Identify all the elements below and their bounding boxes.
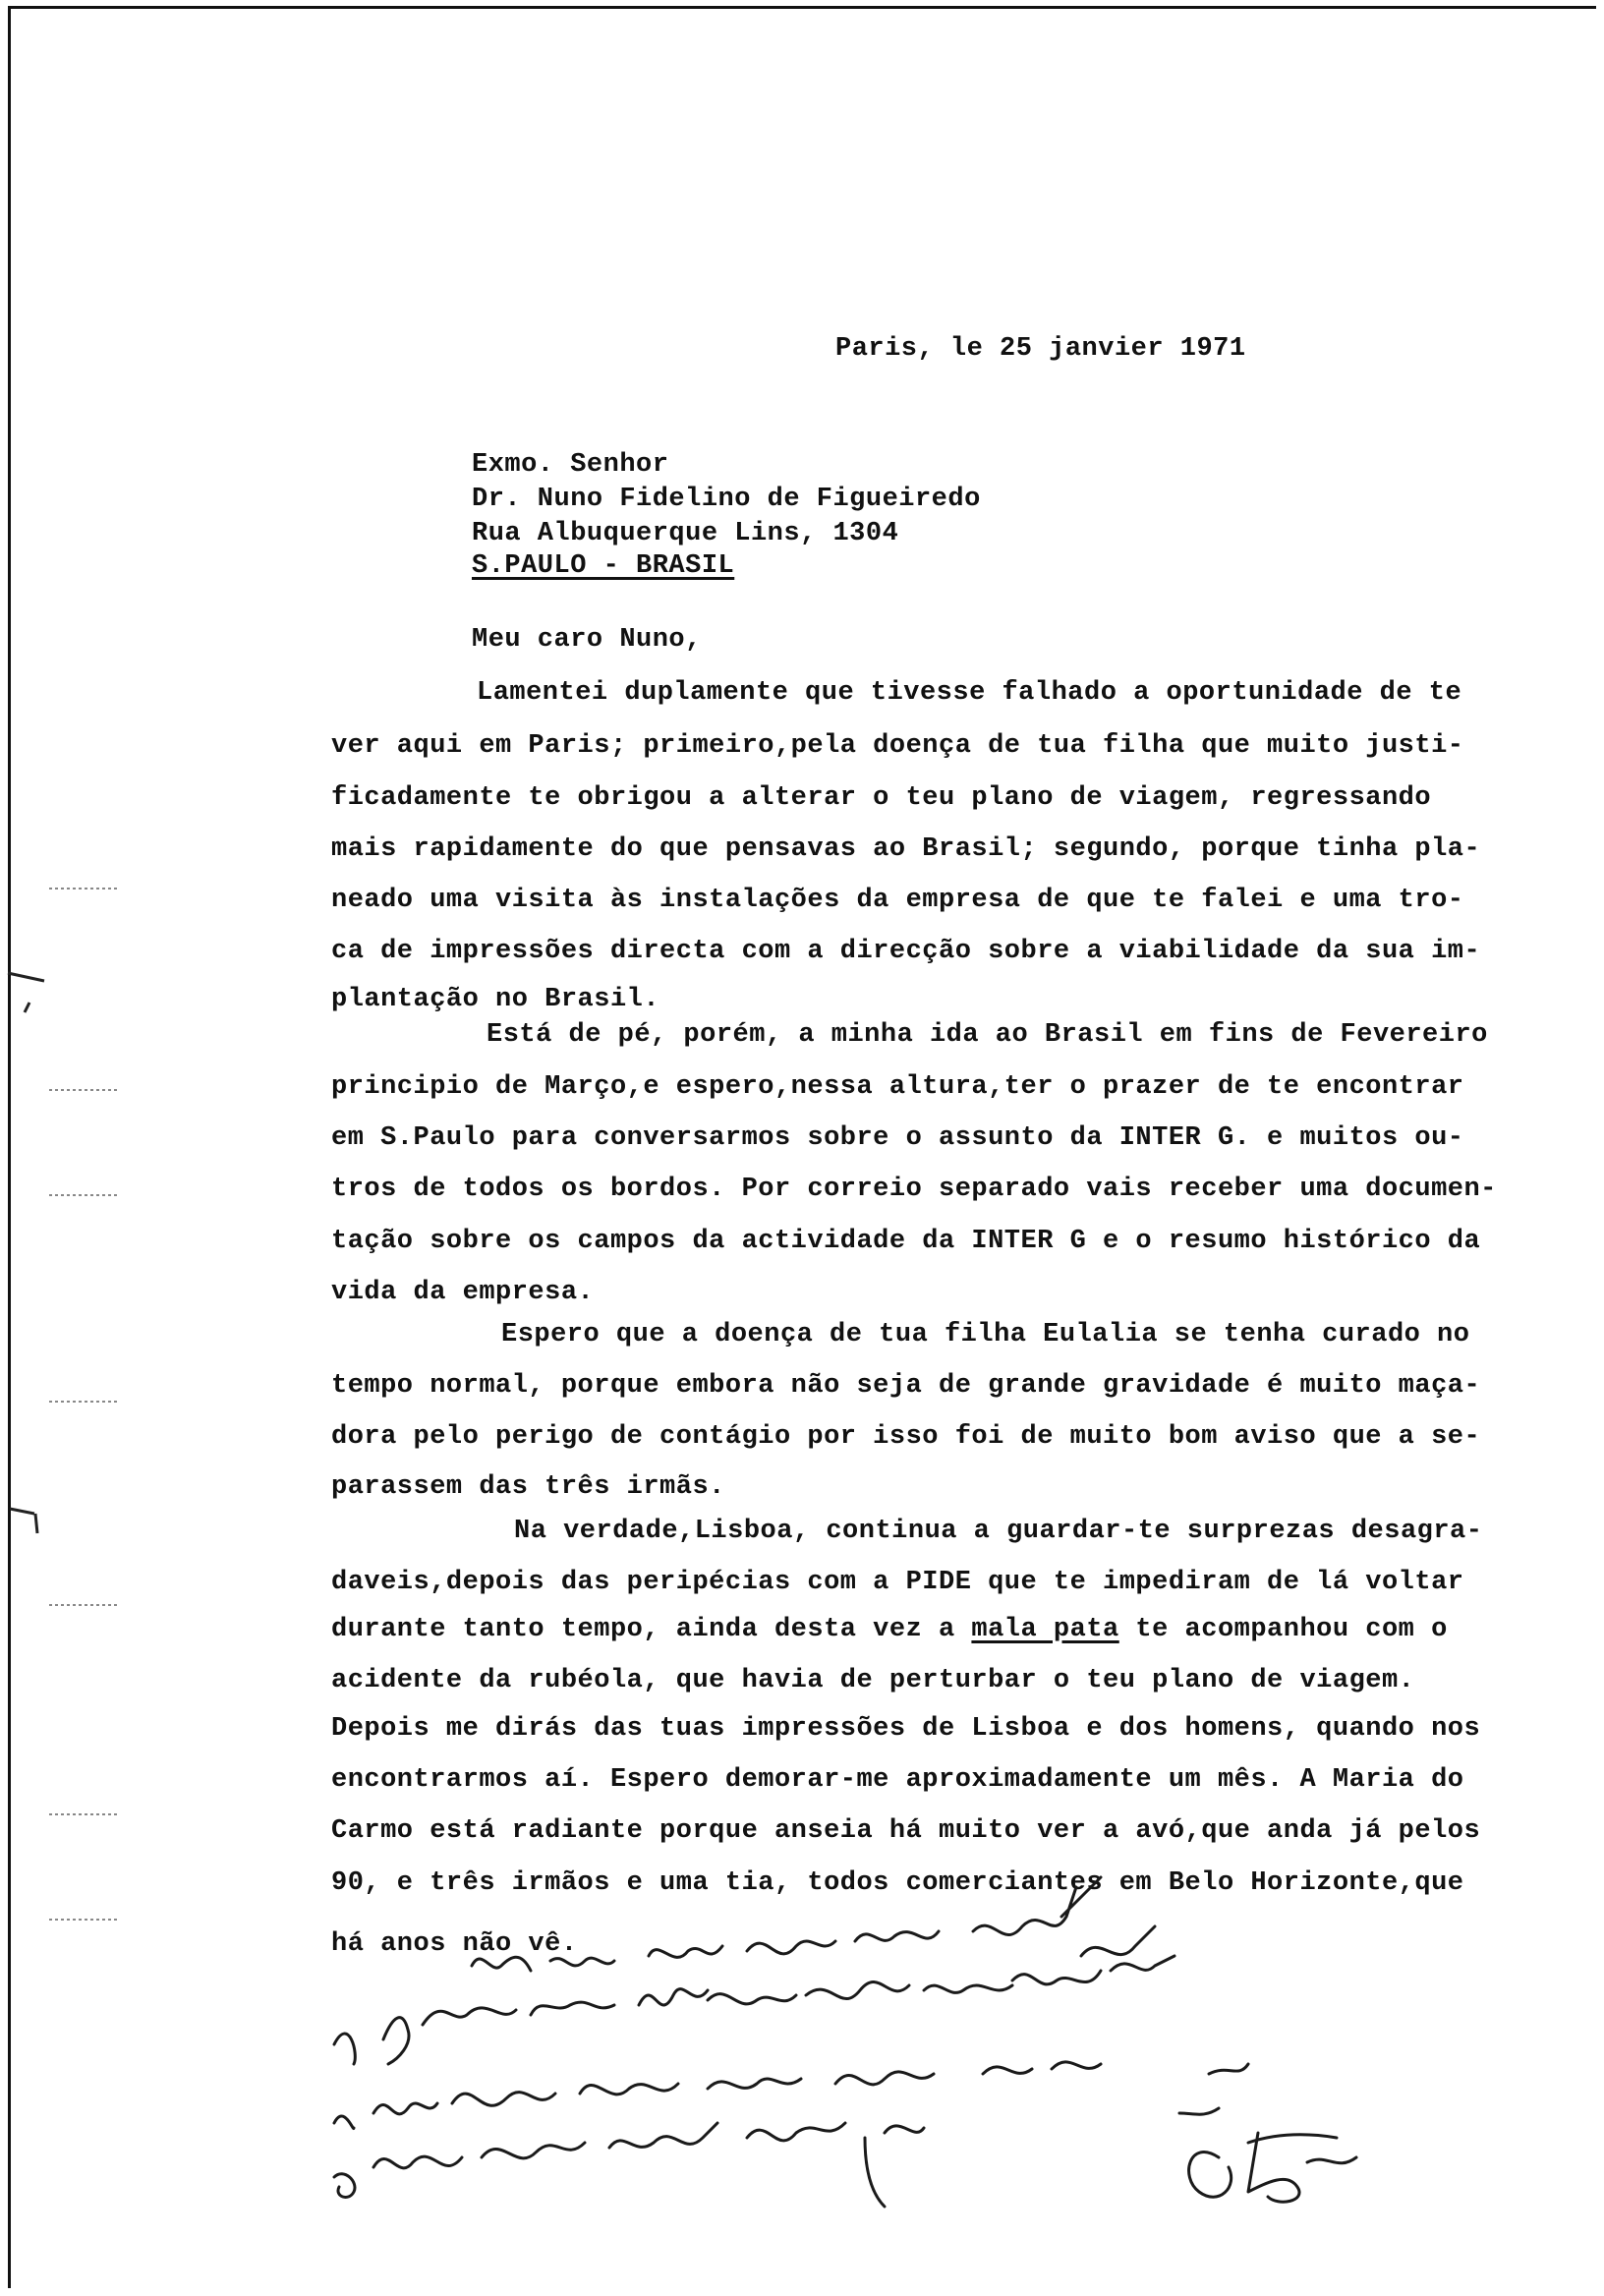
body-line: parassem das três irmãs. <box>331 1472 725 1502</box>
body-line: daveis,depois das peripécias com a PIDE que te impediram de lá voltar <box>331 1568 1464 1597</box>
recipient-line-4: S.PAULO - BRASIL <box>472 551 735 581</box>
recipient-line-1: Exmo. Senhor <box>472 450 669 480</box>
body-line: dora pelo perigo de contágio por isso foi de muito bom aviso que a se- <box>331 1422 1481 1452</box>
body-line: Carmo está radiante porque anseia há muito ver a avó,que anda já pelos <box>331 1816 1481 1846</box>
body-line: mais rapidamente do que pensavas ao Brasil; segundo, porque tinha pla- <box>331 834 1481 864</box>
salutation: Meu caro Nuno, <box>472 625 702 655</box>
body-line: ca de impressões directa com a direcção sobre a viabilidade da sua im- <box>331 937 1481 966</box>
body-line-part: te acompanhou com o <box>1118 1615 1448 1644</box>
body-line: em S.Paulo para conversarmos sobre o assunto da INTER G. e muitos ou- <box>331 1123 1464 1153</box>
body-line: Na verdade,Lisboa, continua a guardar-te surprezas desagra- <box>514 1517 1483 1546</box>
recipient-line-2: Dr. Nuno Fidelino de Figueiredo <box>472 485 981 514</box>
body-line: encontrarmos aí. Espero demorar-me aproximadamente um mês. A Maria do <box>331 1765 1464 1795</box>
date-line: Paris, le 25 janvier 1971 <box>835 334 1246 364</box>
body-line: Espero que a doença de tua filha Eulalia se tenha curado no <box>501 1320 1470 1349</box>
body-line: tação sobre os campos da actividade da INTER G e o resumo histórico da <box>331 1227 1481 1256</box>
body-line: acidente da rubéola, que havia de perturbar o teu plano de viagem. <box>331 1666 1415 1695</box>
body-line: principio de Março,e espero,nessa altura,ter o prazer de te encontrar <box>331 1072 1464 1102</box>
body-line-part: durante tanto tempo, ainda desta vez a <box>331 1615 972 1644</box>
body-line: Lamentei duplamente que tivesse falhado a oportunidade de te <box>477 678 1462 708</box>
body-line: tros de todos os bordos. Por correio separado vais receber uma documen- <box>331 1175 1497 1204</box>
body-line: Depois me dirás das tuas impressões de Lisboa e dos homens, quando nos <box>331 1714 1481 1744</box>
body-line: 90, e três irmãos e uma tia, todos comerciantes em Belo Horizonte,que <box>331 1868 1464 1898</box>
body-line: ver aqui em Paris; primeiro,pela doença de tua filha que muito justi- <box>331 731 1464 761</box>
body-line: tempo normal, porque embora não seja de grande gravidade é muito maça- <box>331 1371 1481 1401</box>
body-line: ficadamente te obrigou a alterar o teu plano de viagem, regressando <box>331 783 1432 813</box>
body-line: há anos não vê. <box>331 1929 578 1959</box>
body-line: neado uma visita às instalações da empresa de que te falei e uma tro- <box>331 886 1464 915</box>
recipient-line-3: Rua Albuquerque Lins, 1304 <box>472 519 899 548</box>
body-line: Está de pé, porém, a minha ida ao Brasil em fins de Fevereiro <box>487 1020 1488 1050</box>
underlined-phrase: mala pata <box>971 1615 1119 1644</box>
body-line: plantação no Brasil. <box>331 985 660 1014</box>
body-line: vida da empresa. <box>331 1278 595 1307</box>
